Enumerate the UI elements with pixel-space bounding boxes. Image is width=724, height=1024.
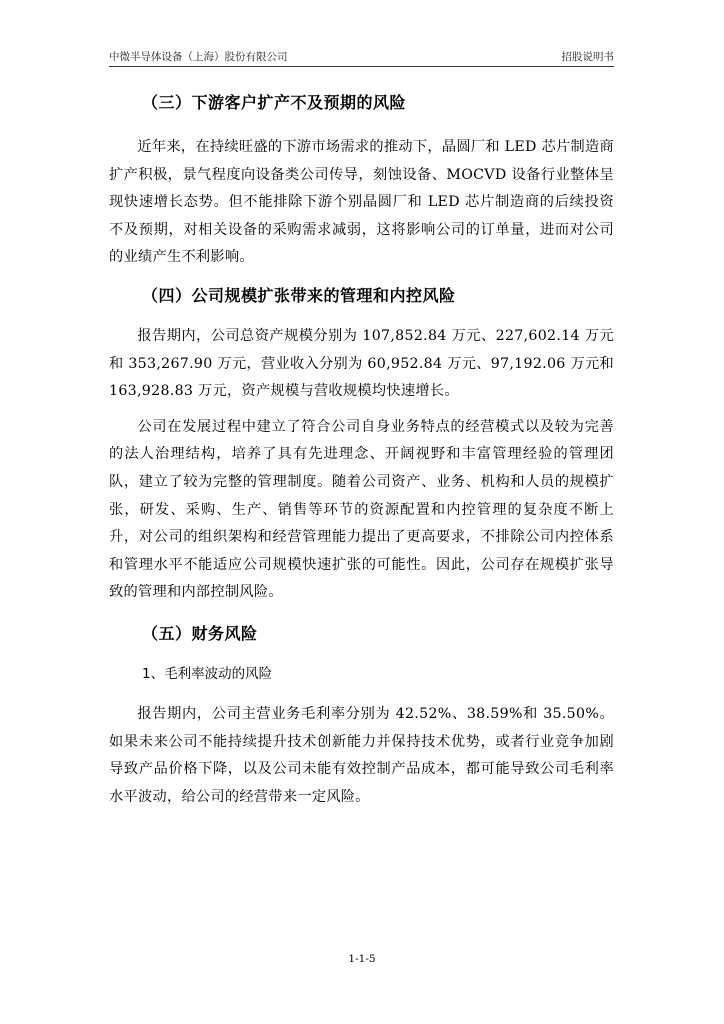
section-title-customer-expansion-risk: （三）下游客户扩产不及预期的风险: [142, 93, 407, 112]
header-rule: [109, 66, 614, 67]
page-header: [109, 49, 614, 67]
section-title-management-risk: （四）公司规模扩张带来的管理和内控风险: [142, 285, 456, 305]
page-number: 1-1-5: [348, 953, 376, 965]
section-title-financial-risk: （五）财务风险: [142, 623, 258, 643]
header-document-type: 招股说明书: [561, 51, 614, 63]
paragraph: 报告期内，公司总资产规模分别为 107,852.84 万元、227,602.14 万元和 353,267.90 万元，营业收入分别为 60,952.84 万元、97,192.06 万元和 163,928.83 万元，资产规模与营收规模均快速增长。: [109, 327, 614, 400]
paragraph: 近年来，在持续旺盛的下游市场需求的推动下，晶圆厂和 LED 芯片制造商扩产积极，景气程度向设备类公司传导，刻蚀设备、MOCVD 设备行业整体呈现快速增长态势。但不能排除下游个别晶圆厂和 LED 芯片制造商的后续投资不及预期，对相关设备的采购需求减弱，这将影响公司的订单量，进而对公司的业绩产生不利影响。: [109, 139, 614, 266]
header-company-name: 中微半导体设备（上海）股份有限公司: [109, 51, 288, 63]
paragraph: 报告期内，公司主营业务毛利率分别为 42.52%、38.59%和 35.50%。如果未来公司不能持续提升技术创新能力并保持技术优势，或者行业竞争加剧导致产品价格下降，以及公司未能有效控制产品成本，都可能导致公司毛利率水平波动，给公司的经营带来一定风险。: [109, 705, 614, 805]
page-body: [109, 86, 614, 811]
paragraph: 公司在发展过程中建立了符合公司自身业务特点的经营模式以及较为完善的法人治理结构，培养了具有先进理念、开阔视野和丰富管理经验的管理团队，建立了较为完整的管理制度。随着公司资产、业务、机构和人员的规模扩张，研发、采购、生产、销售等环节的资源配置和内控管理的复杂度不断上升，对公司的组织架构和经营管理能力提出了更高要求，不排除公司内控体系和管理水平不能适应公司规模快速扩张的可能性。因此，公司存在规模扩张导致的管理和内部控制风险。: [109, 418, 614, 601]
subsection-title-gross-margin-risk: 1、毛利率波动的风险: [142, 665, 273, 682]
